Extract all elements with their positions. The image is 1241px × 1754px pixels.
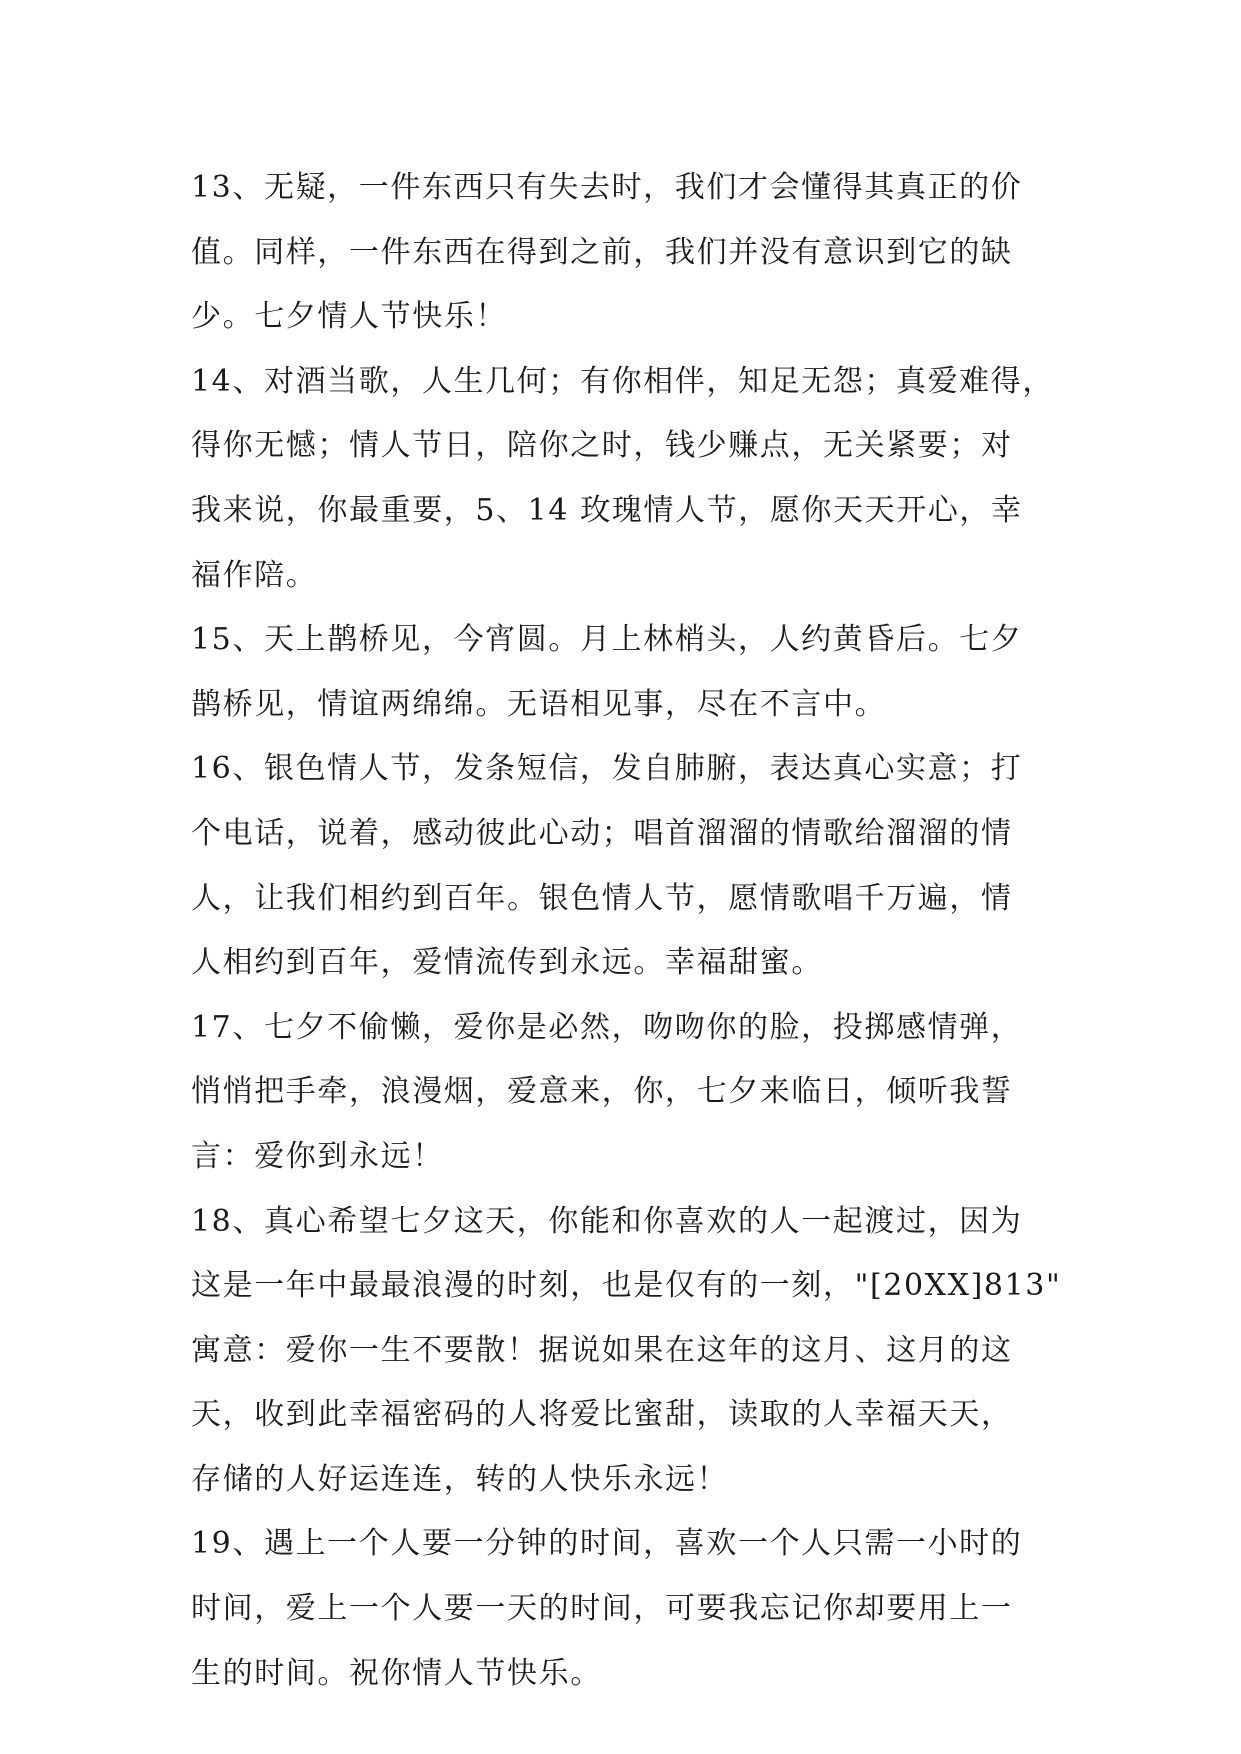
paragraph-14 <box>191 350 1061 608</box>
text-line: 存储的人好运连连，转的人快乐永远！ <box>191 1461 729 1497</box>
text-line: 18、真心希望七夕这天，你能和你喜欢的人一起渡过，因为 <box>191 1203 1023 1239</box>
text-line: 19、遇上一个人要一分钟的时间，喜欢一个人只需一小时的 <box>191 1526 1023 1562</box>
paragraph-13 <box>191 156 1061 350</box>
text-line: 悄悄把手牵，浪漫烟，爱意来，你，七夕来临日，倾听我誓 <box>191 1074 1013 1110</box>
text-line: 得你无憾；情人节日，陪你之时，钱少赚点，无关紧要；对 <box>191 428 1013 464</box>
paragraph-16 <box>191 737 1061 995</box>
text-line: 17、七夕不偷懒，爱你是必然，吻吻你的脸，投掷感情弹， <box>191 1009 1023 1045</box>
text-line: 人，让我们相约到百年。银色情人节，愿情歌唱千万遍，情 <box>191 880 1013 916</box>
paragraph-18 <box>191 1190 1061 1513</box>
text-line: 值。同样，一件东西在得到之前，我们并没有意识到它的缺 <box>191 234 1013 270</box>
paragraph-15 <box>191 608 1061 737</box>
document-body <box>191 156 1061 1706</box>
text-line: 个电话，说着，感动彼此心动；唱首溜溜的情歌给溜溜的情 <box>191 815 1013 851</box>
text-line: 天，收到此幸福密码的人将爱比蜜甜，读取的人幸福天天， <box>191 1397 1013 1433</box>
text-line: 15、天上鹊桥见，今宵圆。月上林梢头，人约黄昏后。七夕 <box>191 622 1023 658</box>
paragraph-17 <box>191 996 1061 1190</box>
text-line: 寓意：爱你一生不要散！据说如果在这年的这月、这月的这 <box>191 1332 1013 1368</box>
text-line: 这是一年中最最浪漫的时刻，也是仅有的一刻，"[20XX]813" <box>191 1268 1062 1304</box>
text-line: 少。七夕情人节快乐！ <box>191 299 507 335</box>
text-line: 生的时间。祝你情人节快乐。 <box>191 1655 602 1691</box>
text-line: 福作陪。 <box>191 557 318 593</box>
text-line: 16、银色情人节，发条短信，发自肺腑，表达真心实意；打 <box>191 751 1023 787</box>
text-line: 14、对酒当歌，人生几何；有你相伴，知足无怨；真爱难得， <box>191 363 1054 399</box>
text-line: 人相约到百年，爱情流传到永远。幸福甜蜜。 <box>191 945 823 981</box>
text-line: 我来说，你最重要，5、14 玫瑰情人节，愿你天天开心，幸 <box>191 492 1023 528</box>
paragraph-19 <box>191 1512 1061 1706</box>
text-line: 鹊桥见，情谊两绵绵。无语相见事，尽在不言中。 <box>191 686 887 722</box>
text-line: 言：爱你到永远！ <box>191 1138 444 1174</box>
text-line: 13、无疑，一件东西只有失去时，我们才会懂得其真正的价 <box>191 170 1023 205</box>
text-line: 时间，爱上一个人要一天的时间，可要我忘记你却要用上一 <box>191 1591 1013 1627</box>
